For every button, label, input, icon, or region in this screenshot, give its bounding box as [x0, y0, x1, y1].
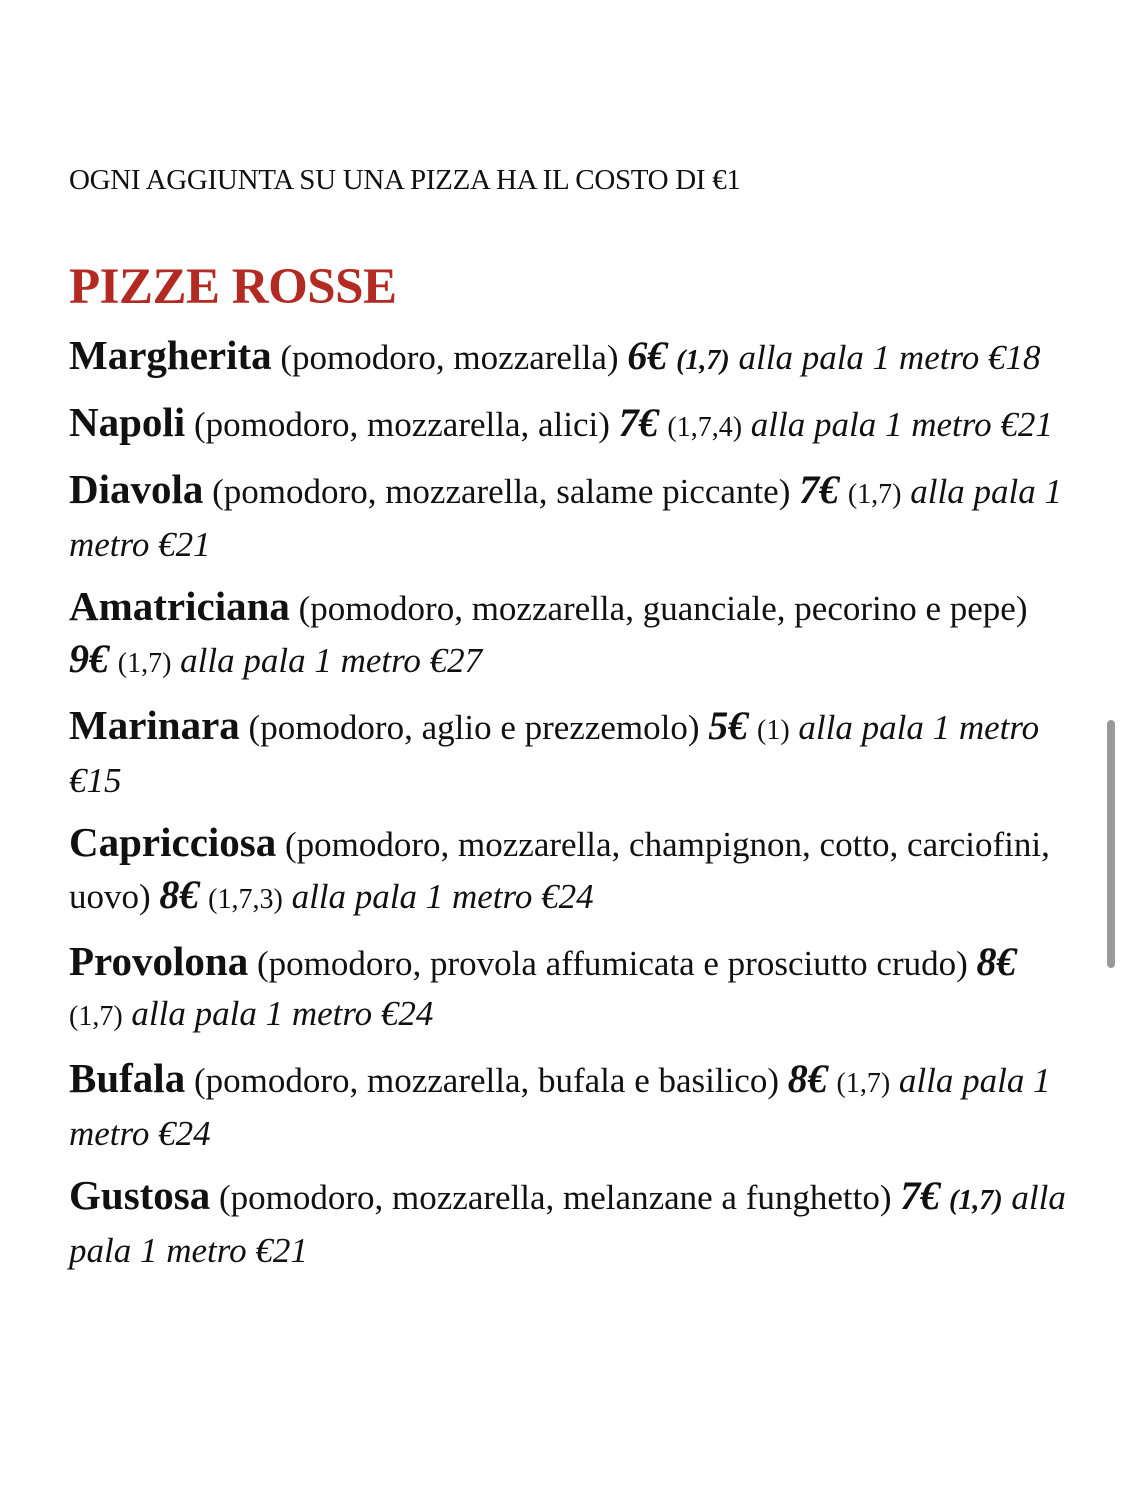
price: 7€: [900, 1173, 941, 1218]
ingredients: (pomodoro, mozzarella, alici): [193, 405, 610, 444]
pizza-name: Marinara: [69, 702, 240, 748]
price: 8€: [787, 1056, 828, 1101]
ingredients: (pomodoro, mozzarella, guanciale, pecorino e pepe): [298, 589, 1028, 628]
price: 8€: [976, 939, 1017, 984]
scrollbar[interactable]: [1107, 720, 1115, 968]
ingredients: (pomodoro, provola affumicata e prosciutto crudo): [256, 944, 968, 983]
extra-topping-note: OGNI AGGIUNTA SU UNA PIZZA HA IL COSTO DI €1: [69, 164, 741, 196]
menu-item: [69, 464, 1069, 570]
pala-price: alla pala 1 metro €21: [750, 405, 1053, 444]
pala-price: alla pala 1 metro €27: [180, 641, 483, 680]
pala-price: alla pala 1 metro €21: [69, 1178, 1066, 1270]
allergens: (1,7): [949, 1185, 1003, 1216]
pala-price: alla pala 1 metro €18: [738, 338, 1041, 377]
menu-item: [69, 936, 1069, 1042]
pizza-name: Provolona: [69, 938, 249, 984]
allergens: (1,7): [847, 479, 902, 510]
price: 7€: [799, 467, 840, 512]
pizza-list: [69, 330, 1069, 1287]
menu-item: [69, 1170, 1069, 1276]
section-title: PIZZE ROSSE: [69, 259, 397, 315]
pizza-name: Capricciosa: [69, 819, 277, 865]
ingredients: (pomodoro, mozzarella, salame piccante): [212, 472, 791, 511]
pizza-name: Bufala: [69, 1055, 186, 1101]
ingredients: (pomodoro, mozzarella, champignon, cotto, carciofini, uovo): [69, 825, 1050, 916]
allergens: (1,7): [836, 1068, 891, 1099]
ingredients: (pomodoro, mozzarella, melanzane a funghetto): [219, 1178, 892, 1217]
allergens: (1,7,4): [667, 412, 743, 443]
menu-item: [69, 581, 1069, 689]
allergens: (1,7): [117, 648, 172, 679]
allergens: (1,7): [676, 345, 730, 376]
price: 6€: [627, 333, 668, 378]
allergens: (1): [757, 715, 790, 746]
pala-price: alla pala 1 metro €24: [291, 877, 594, 916]
ingredients: (pomodoro, mozzarella, bufala e basilico): [193, 1061, 779, 1100]
pala-price: alla pala 1 metro €24: [131, 994, 434, 1033]
menu-item: [69, 397, 1069, 453]
pizza-name: Margherita: [69, 332, 272, 378]
price: 5€: [708, 703, 749, 748]
pizza-name: Diavola: [69, 466, 204, 512]
allergens: (1,7): [69, 1001, 123, 1032]
pala-price: alla pala 1 metro €21: [69, 472, 1062, 564]
price: 8€: [159, 872, 200, 917]
ingredients: (pomodoro, mozzarella): [280, 338, 619, 377]
pala-price: alla pala 1 metro €24: [69, 1061, 1051, 1153]
allergens: (1,7,3): [208, 884, 283, 915]
pizza-name: Gustosa: [69, 1172, 211, 1218]
price: 9€: [69, 636, 109, 681]
menu-item: [69, 1053, 1069, 1159]
menu-item: [69, 330, 1069, 386]
pizza-name: Napoli: [69, 399, 186, 445]
ingredients: (pomodoro, aglio e prezzemolo): [248, 708, 700, 747]
pizza-name: Amatriciana: [69, 583, 290, 629]
menu-item: [69, 817, 1069, 925]
price: 7€: [618, 400, 659, 445]
menu-item: [69, 700, 1069, 806]
pala-price: alla pala 1 metro €15: [69, 708, 1040, 800]
